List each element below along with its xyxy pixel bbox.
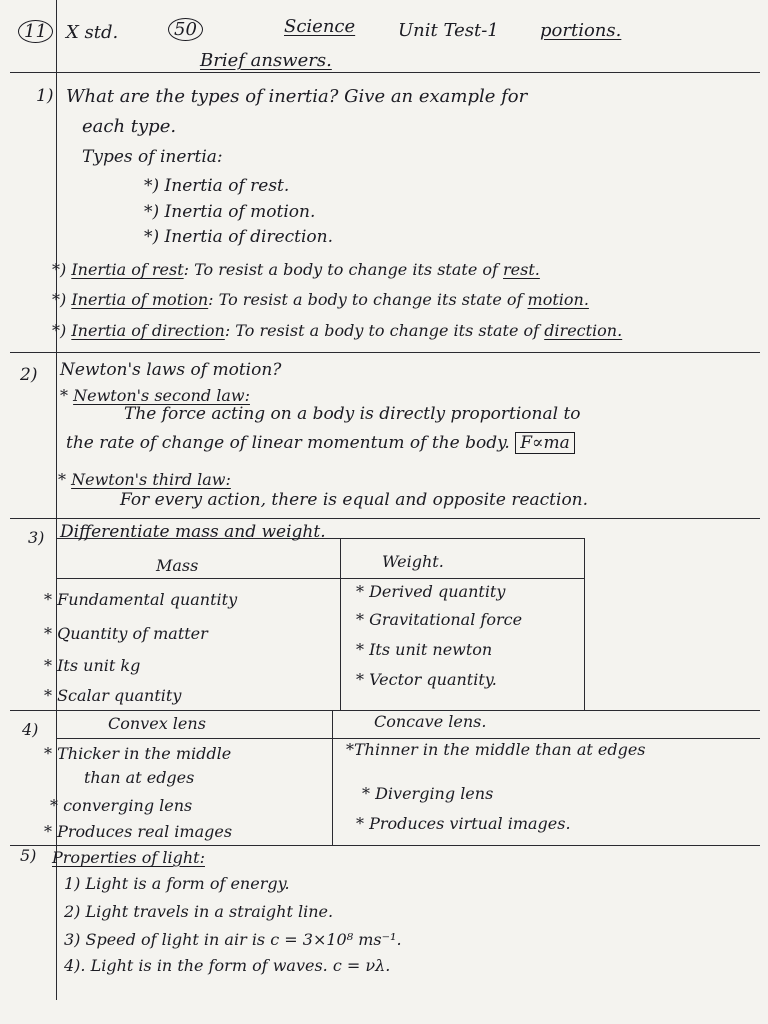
q3-number: 3) [28, 528, 45, 547]
q4-header-rule [56, 738, 760, 739]
q3-weight-item: * Its unit newton [356, 640, 493, 659]
q5-heading: Properties of light: [52, 848, 205, 867]
q2-end-rule [10, 518, 760, 519]
q3-mass-item: * Quantity of matter [44, 624, 208, 643]
q4-col2-header: Concave lens. [374, 712, 487, 731]
q3-weight-item: * Vector quantity. [356, 670, 497, 689]
q3-table-divider [340, 538, 341, 710]
q5-item: 1) Light is a form of energy. [64, 874, 290, 893]
q2-third-law-heading: * Newton's third law: [58, 470, 231, 489]
q4-convex-item: * Produces real images [44, 822, 233, 841]
portions-label: portions. [540, 20, 622, 41]
q2-second-law-line1: The force acting on a body is directly proportional to [124, 404, 581, 424]
q3-table-header-rule [56, 578, 584, 579]
q1-type-item: *) Inertia of motion. [144, 202, 316, 222]
q3-weight-item: * Derived quantity [356, 582, 506, 601]
q3-mass-item: * Fundamental quantity [44, 590, 238, 609]
q4-convex-item: * Thicker in the middle [44, 744, 232, 763]
q4-number: 4) [22, 720, 39, 739]
q5-item: 2) Light travels in a straight line. [64, 902, 334, 921]
q1-end-rule [10, 352, 760, 353]
q3-mass-item: * Its unit kg [44, 656, 141, 675]
q3-table-right [584, 538, 585, 710]
q3-col2-header: Weight. [382, 552, 444, 571]
q3-mass-item: * Scalar quantity [44, 686, 182, 705]
formula-box: F∝ma [515, 432, 575, 454]
q4-convex-item: than at edges [84, 768, 195, 787]
question-number: 11 [18, 20, 53, 43]
q3-question: Differentiate mass and weight. [60, 522, 326, 542]
q2-second-law-line2: the rate of change of linear momentum of the body. F∝ma [66, 432, 575, 454]
q1-number: 1) [36, 86, 54, 106]
q5-item: 3) Speed of light in air is c = 3×10⁸ ms⁻¹. [64, 930, 402, 949]
q1-definition: *) Inertia of direction: To resist a body to change its state of direction. [52, 321, 623, 340]
q3-col1-header: Mass [156, 556, 199, 575]
q5-number: 5) [20, 846, 37, 865]
q2-question: Newton's laws of motion? [60, 360, 282, 380]
q4-col1-header: Convex lens [108, 714, 206, 733]
q2-third-law-text: For every action, there is equal and opposite reaction. [120, 490, 589, 510]
q1-definition: *) Inertia of motion: To resist a body to change its state of motion. [52, 290, 589, 309]
q4-concave-item: *Thinner in the middle than at edges [346, 740, 646, 759]
q4-end-rule [10, 845, 760, 846]
q1-type-item: *) Inertia of rest. [144, 176, 290, 196]
q1-definition: *) Inertia of rest: To resist a body to change its state of rest. [52, 260, 540, 279]
header-rule [10, 72, 760, 73]
subject-title: Science [284, 16, 356, 37]
q3-weight-item: * Gravitational force [356, 610, 523, 629]
q1-types-heading: Types of inertia: [82, 147, 223, 167]
q5-item: 4). Light is in the form of waves. c = νλ. [64, 956, 391, 975]
q3-end-rule [10, 710, 760, 711]
q4-table-divider [332, 710, 333, 845]
q4-concave-item: * Diverging lens [362, 784, 494, 803]
q1-type-item: *) Inertia of direction. [144, 227, 334, 247]
q2-number: 2) [20, 365, 38, 385]
test-title: Unit Test-1 [398, 20, 499, 41]
q1-question-line2: each type. [82, 116, 177, 137]
q4-concave-item: * Produces virtual images. [356, 814, 571, 833]
subheading: Brief answers. [200, 50, 332, 71]
q2-second-law-heading: * Newton's second law: [60, 386, 250, 405]
q4-convex-item: * converging lens [50, 796, 193, 815]
total-marks: 50 [168, 18, 203, 41]
q1-question-line1: What are the types of inertia? Give an example for [66, 86, 528, 107]
class-label: X std. [66, 22, 119, 43]
